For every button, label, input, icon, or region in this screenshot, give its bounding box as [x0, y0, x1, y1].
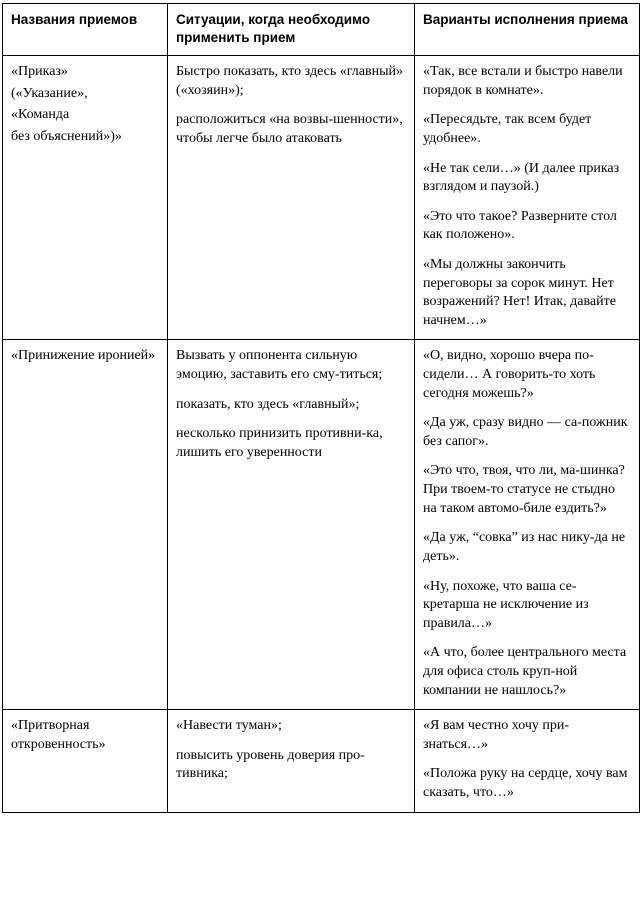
text-paragraph: «Мы должны закончить переговоры за сорок минут. Нет возражений? Нет! Итак, давайте начнем…» [423, 256, 616, 328]
cell-situation [168, 710, 415, 812]
table-row [3, 56, 640, 340]
table-row [3, 710, 640, 812]
text-paragraph: повысить уровень доверия про-тивника; [176, 747, 365, 782]
text-paragraph: «А что, более центрального места для офиса столь круп-ной компании не нашлось?» [423, 645, 627, 698]
text-paragraph: «Это что такое? Разверните стол как положено». [423, 208, 617, 243]
column-header-situation: Ситуации, когда необходимо применить прием [168, 4, 415, 56]
cell-technique-name [3, 56, 168, 340]
column-header-variants: Варианты исполнения приема [415, 4, 640, 56]
cell-variants [415, 710, 640, 812]
column-header-name: Названия приемов [3, 4, 168, 56]
document-page [0, 3, 640, 921]
text-paragraph: «Так, все встали и быстро навели порядок в комнате». [423, 64, 623, 98]
text-paragraph: «Не так сели…» (И далее приказ взглядом и паузой.) [423, 160, 620, 195]
text-paragraph: несколько принизить противни-ка, лишить его уверенности [176, 426, 383, 460]
text-line: «Команда [11, 107, 70, 123]
table-row [3, 340, 640, 710]
techniques-table [2, 3, 640, 813]
cell-variants [415, 340, 640, 710]
text-line: «Принижение иронией» [11, 348, 156, 364]
cell-situation [168, 56, 415, 340]
text-paragraph: «Да уж, сразу видно — са-пожник без сапог». [423, 415, 628, 449]
text-paragraph: «О, видно, хорошо вчера по-сидели… А говорить-то хоть сегодня можешь?» [423, 348, 596, 401]
text-paragraph: «Положа руку на сердце, хочу вам сказать, что…» [423, 766, 628, 800]
cell-technique-name [3, 710, 168, 812]
table-body [3, 56, 640, 813]
text-line: без объяснений»)» [11, 128, 122, 144]
text-paragraph: расположиться «на возвы-шенности», чтобы легче было атаковать [176, 112, 403, 146]
text-paragraph: «Ну, похоже, что ваша се-кретарша не исключение из правила…» [423, 578, 589, 631]
text-paragraph: «Это что, твоя, что ли, ма-шинка? При твоем-то статусе не стыдно на таком автомо-биле ездить?» [423, 463, 625, 516]
text-paragraph: Вызвать у оппонента сильную эмоцию, заставить его сму-титься; [176, 348, 383, 383]
cell-situation [168, 340, 415, 710]
text-line: «Приказ» [11, 64, 68, 80]
text-paragraph: «Я вам честно хочу при-знаться…» [423, 718, 570, 752]
table-header-row [3, 4, 640, 56]
text-paragraph: показать, кто здесь «главный»; [176, 396, 360, 412]
text-paragraph: «Да уж, “совка” из нас нику-да не деть». [423, 530, 626, 564]
text-line: «Притворная откровенность» [11, 718, 106, 752]
text-paragraph: «Пересядьте, так всем будет удобнее». [423, 112, 592, 146]
text-paragraph: «Навести туман»; [176, 718, 282, 734]
table-header [3, 4, 640, 56]
cell-technique-name [3, 340, 168, 710]
cell-variants [415, 56, 640, 340]
text-paragraph: Быстро показать, кто здесь «главный» («хозяин»); [176, 64, 403, 98]
text-line: («Указание», [11, 85, 88, 101]
